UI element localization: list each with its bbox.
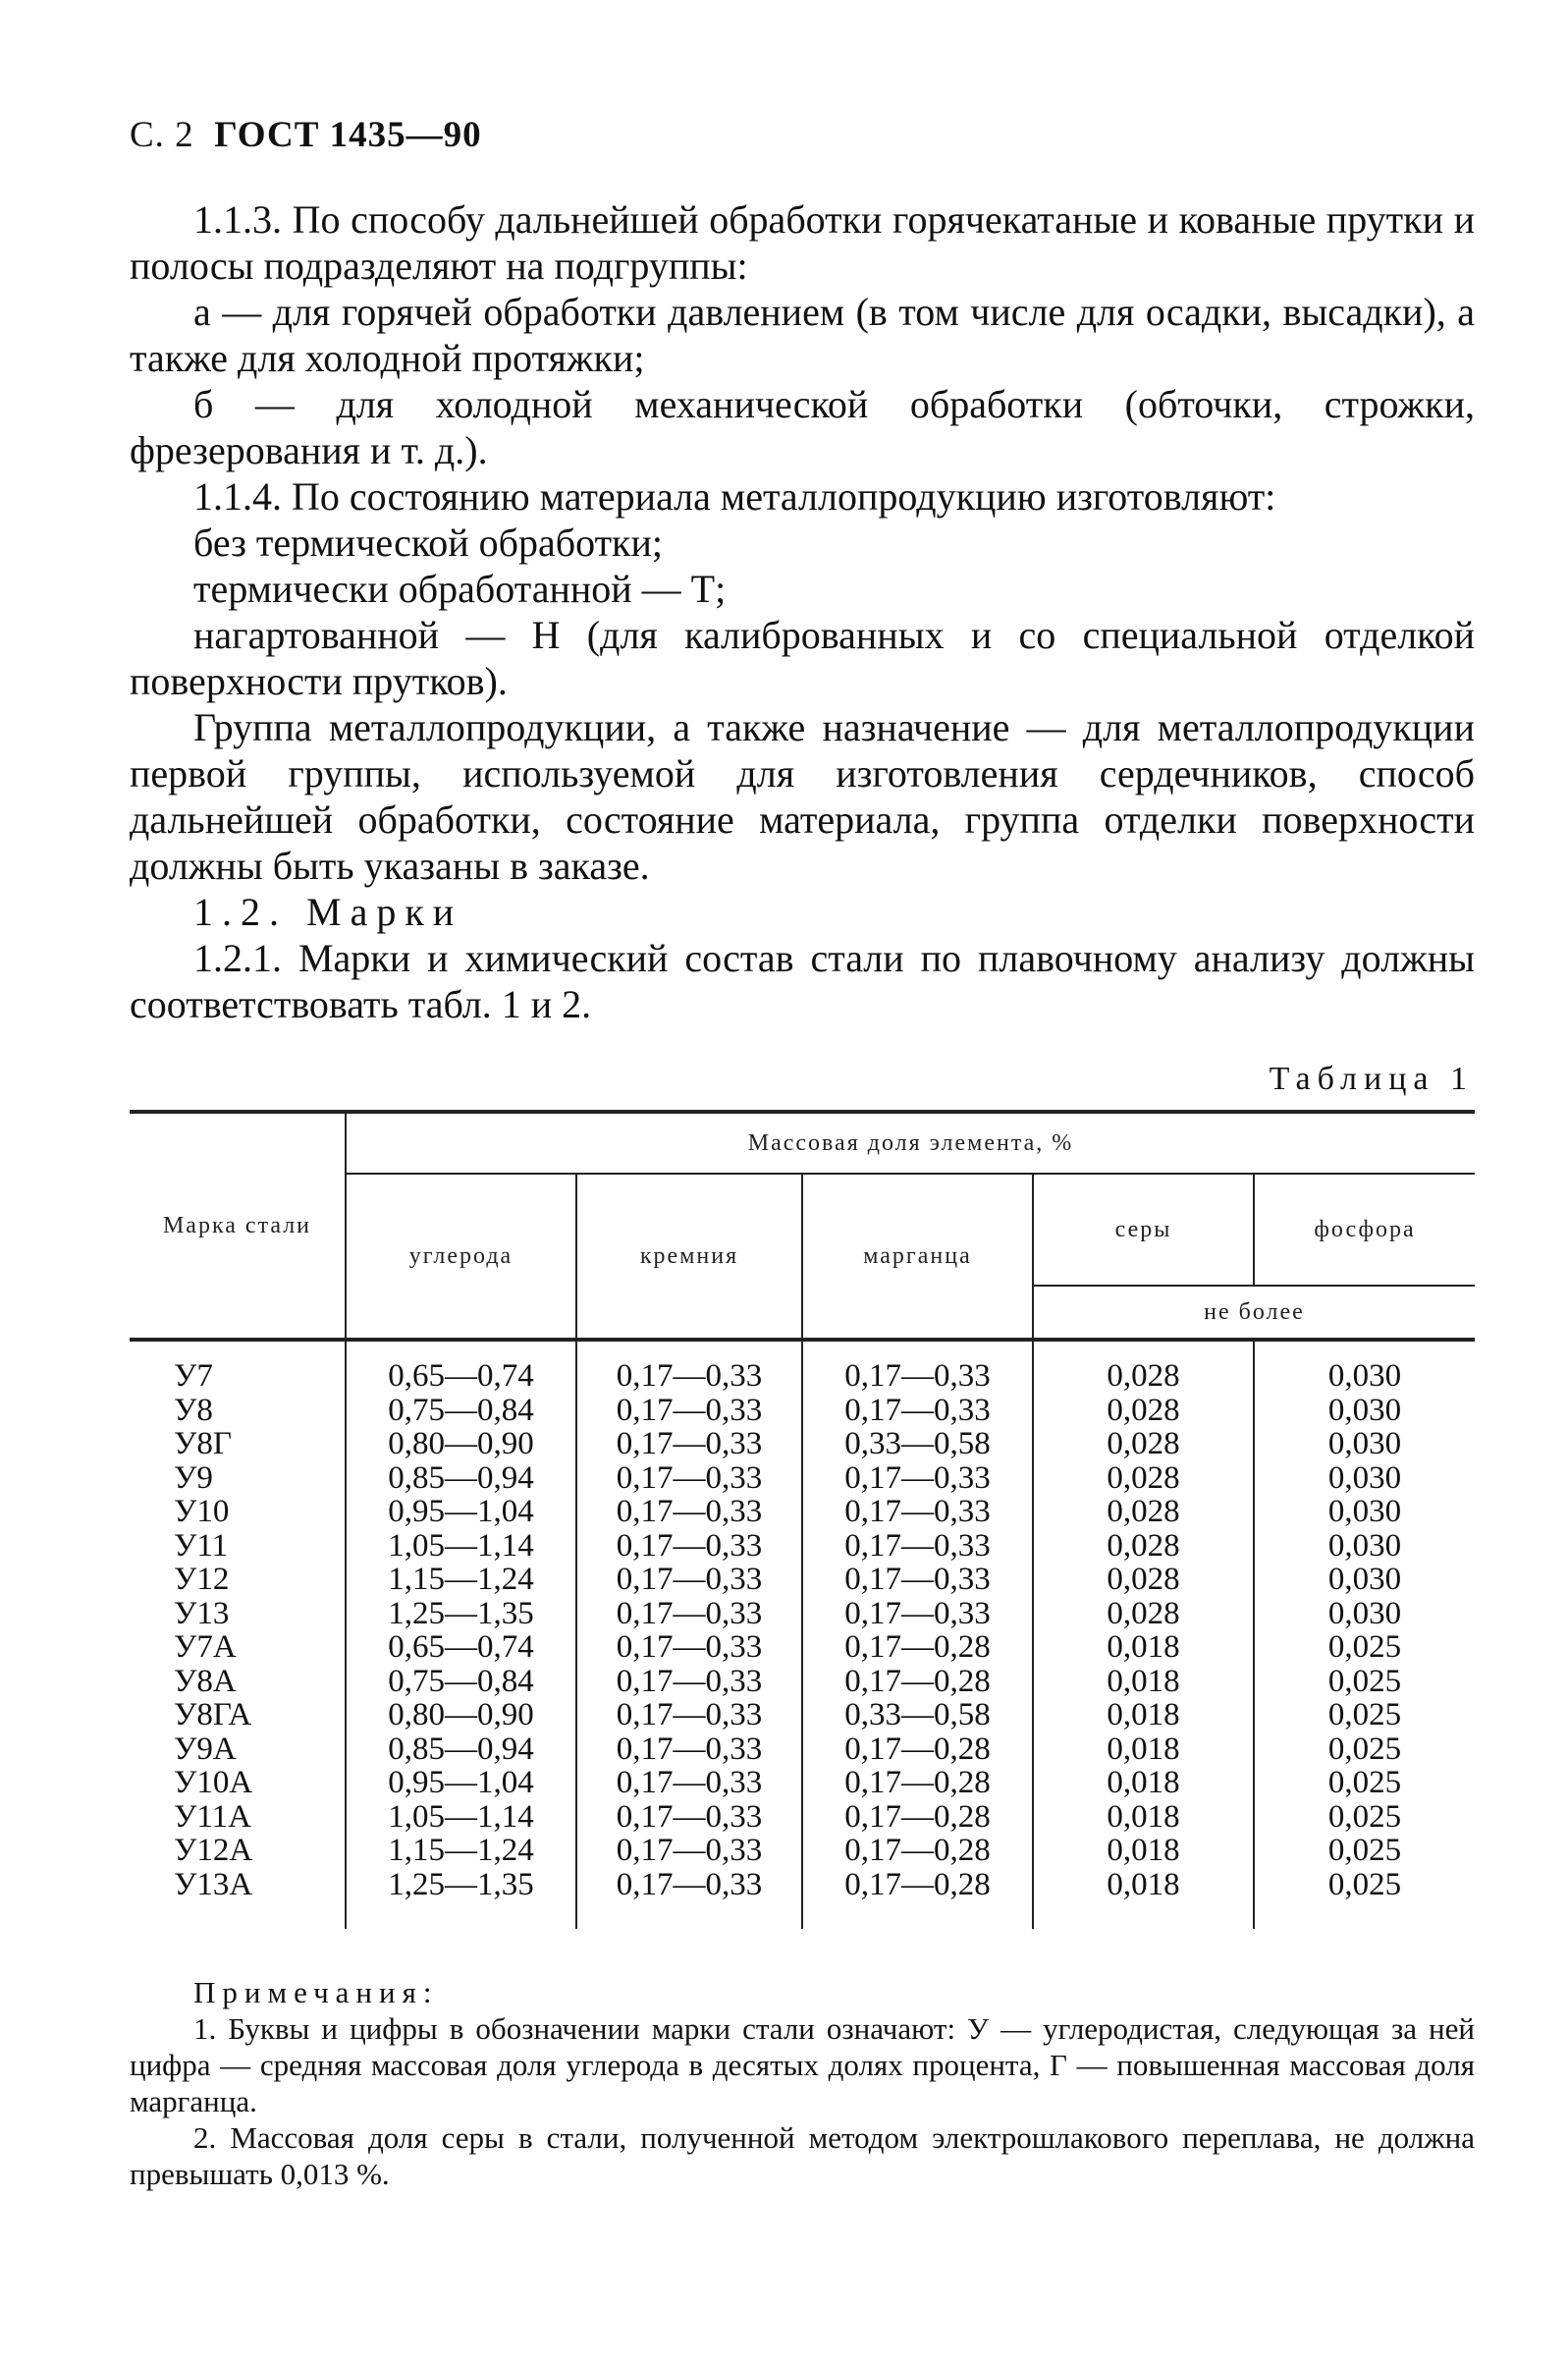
value-cell: 0,17—0,33 (576, 1597, 802, 1631)
value-cell: 0,17—0,33 (802, 1529, 1033, 1564)
table-row (130, 1340, 1475, 1394)
value-cell: 0,95—1,04 (346, 1495, 576, 1529)
header-silicon: кремния (576, 1174, 802, 1340)
table-body (130, 1340, 1475, 1929)
value-cell: 0,025 (1254, 1698, 1475, 1732)
value-cell: 0,17—0,33 (802, 1394, 1033, 1428)
value-cell: 0,030 (1254, 1427, 1475, 1461)
grade-cell: У12А (174, 1833, 253, 1868)
value-cell: 0,33—0,58 (802, 1698, 1033, 1732)
value-cell: 0,028 (1033, 1597, 1254, 1631)
value-cell: 0,17—0,28 (802, 1665, 1033, 1699)
table-row (130, 1630, 1475, 1665)
value-cell: 0,018 (1033, 1665, 1254, 1699)
value-cell: 0,75—0,84 (346, 1394, 576, 1428)
body-text (130, 196, 1475, 1027)
value-cell: 0,17—0,33 (576, 1732, 802, 1767)
value-cell: 0,17—0,33 (576, 1529, 802, 1564)
value-cell: 0,025 (1254, 1834, 1475, 1868)
value-cell: 0,025 (1254, 1868, 1475, 1930)
value-cell: 0,17—0,33 (576, 1427, 802, 1461)
value-cell: 0,17—0,28 (802, 1630, 1033, 1665)
value-cell: 0,018 (1033, 1868, 1254, 1930)
value-cell: 0,030 (1254, 1461, 1475, 1496)
value-cell: 0,17—0,33 (576, 1495, 802, 1529)
table-row (130, 1665, 1475, 1699)
value-cell: 0,17—0,33 (576, 1868, 802, 1930)
note-1: 1. Буквы и цифры в обозначении марки стали означают: У — углеродистая, следующая за ней цифра — средняя массовая доля углерода в десятых долях процента, Г — повышенная массовая доля марганца. (130, 2011, 1475, 2118)
page-number: С. 2 (130, 115, 194, 155)
grade-cell: У7А (174, 1629, 237, 1665)
value-cell: 0,025 (1254, 1630, 1475, 1665)
value-cell: 0,80—0,90 (346, 1698, 576, 1732)
value-cell: 0,17—0,28 (802, 1800, 1033, 1835)
value-cell: 0,028 (1033, 1529, 1254, 1564)
value-cell: 1,05—1,14 (346, 1529, 576, 1564)
value-cell: 1,05—1,14 (346, 1800, 576, 1835)
value-cell: 0,018 (1033, 1732, 1254, 1767)
table-row (130, 1394, 1475, 1428)
grade-cell: У9А (174, 1730, 237, 1767)
table-row (130, 1868, 1475, 1930)
value-cell: 0,018 (1033, 1630, 1254, 1665)
value-cell: 0,85—0,94 (346, 1732, 576, 1767)
header-no-more-than: не более (1033, 1286, 1475, 1340)
value-cell: 0,018 (1033, 1698, 1254, 1732)
table-row (130, 1732, 1475, 1767)
value-cell: 0,17—0,33 (802, 1597, 1033, 1631)
paragraph-1-2-1: 1.2.1. Марки и химический состав стали по плавочному анализу должны соответствовать табл. 1 и 2. (130, 936, 1475, 1026)
notes (130, 1974, 1475, 2192)
value-cell: 0,028 (1033, 1461, 1254, 1496)
note-2: 2. Массовая доля серы в стали, полученной методом электрошлакового переплава, не должна превышать 0,013 %. (130, 2120, 1475, 2191)
value-cell: 0,018 (1033, 1800, 1254, 1835)
value-cell: 0,025 (1254, 1800, 1475, 1835)
value-cell: 0,17—0,33 (802, 1563, 1033, 1597)
paragraph-1-1-4: 1.1.4. По состоянию материала металлопродукцию изготовляют: (193, 474, 1276, 519)
value-cell: 0,33—0,58 (802, 1427, 1033, 1461)
value-cell: 0,025 (1254, 1665, 1475, 1699)
paragraph-state-2: термически обработанной — Т; (193, 567, 727, 611)
value-cell: 0,030 (1254, 1529, 1475, 1564)
grade-cell: У13 (174, 1595, 230, 1631)
grade-cell: У11А (174, 1798, 251, 1835)
grade-cell: У10А (174, 1765, 253, 1800)
table-row (130, 1461, 1475, 1496)
value-cell: 0,75—0,84 (346, 1665, 576, 1699)
grade-cell: У11 (174, 1527, 229, 1564)
header-phosphorus: фосфора (1254, 1174, 1475, 1286)
table-row (130, 1698, 1475, 1732)
steel-composition-table (130, 1110, 1475, 1929)
value-cell: 0,028 (1033, 1427, 1254, 1461)
grade-cell: У10 (174, 1494, 230, 1529)
value-cell: 0,17—0,28 (802, 1766, 1033, 1800)
value-cell: 0,85—0,94 (346, 1461, 576, 1496)
table-row (130, 1834, 1475, 1868)
table-row (130, 1563, 1475, 1597)
notes-title: Примечания: (193, 1975, 439, 2009)
value-cell: 1,15—1,24 (346, 1563, 576, 1597)
standard-code: ГОСТ 1435—90 (214, 115, 482, 155)
value-cell: 0,17—0,33 (576, 1461, 802, 1496)
value-cell: 0,80—0,90 (346, 1427, 576, 1461)
value-cell: 0,17—0,33 (802, 1495, 1033, 1529)
value-cell: 1,25—1,35 (346, 1597, 576, 1631)
grade-cell: У8А (174, 1663, 237, 1699)
value-cell: 0,65—0,74 (346, 1340, 576, 1394)
table-caption: Таблица 1 (1269, 1061, 1474, 1097)
page-header (130, 114, 482, 156)
value-cell: 0,018 (1033, 1834, 1254, 1868)
header-mass-fraction: Массовая доля элемента, % (346, 1112, 1475, 1174)
grade-cell: У8ГА (174, 1697, 252, 1732)
value-cell: 0,030 (1254, 1394, 1475, 1428)
section-1-2-heading: 1.2. Марки (193, 890, 463, 934)
value-cell: 0,028 (1033, 1394, 1254, 1428)
value-cell: 0,95—1,04 (346, 1766, 576, 1800)
value-cell: 0,17—0,33 (576, 1665, 802, 1699)
value-cell: 0,17—0,33 (802, 1461, 1033, 1496)
value-cell: 0,17—0,33 (576, 1340, 802, 1394)
value-cell: 0,17—0,33 (802, 1340, 1033, 1394)
value-cell: 0,030 (1254, 1563, 1475, 1597)
value-cell: 0,028 (1033, 1340, 1254, 1394)
value-cell: 0,17—0,28 (802, 1732, 1033, 1767)
paragraph-subgroup-a: а — для горячей обработки давлением (в том числе для осадки, высадки), а также для холодной протяжки; (130, 290, 1475, 380)
table-header-row-1 (130, 1112, 1475, 1174)
table-row (130, 1800, 1475, 1835)
paragraph-state-1: без термической обработки; (193, 521, 664, 565)
header-manganese: марганца (802, 1174, 1033, 1340)
paragraph-state-3: нагартованной — Н (для калиброванных и со специальной отделкой поверхности прутков). (130, 613, 1475, 703)
grade-cell: У7 (174, 1358, 213, 1394)
grade-cell: У8Г (174, 1426, 232, 1461)
paragraph-order-requirements: Группа металлопродукции, а также назначение — для металлопродукции первой группы, используемой для изготовления сердечников, способ дальнейшей обработки, состояние материала, группа отделки поверхности должны быть указаны в заказе. (130, 705, 1475, 888)
value-cell: 0,018 (1033, 1766, 1254, 1800)
value-cell: 0,030 (1254, 1340, 1475, 1394)
value-cell: 0,17—0,33 (576, 1630, 802, 1665)
grade-cell: У9 (174, 1459, 213, 1496)
value-cell: 0,17—0,33 (576, 1563, 802, 1597)
value-cell: 0,17—0,33 (576, 1834, 802, 1868)
value-cell: 0,030 (1254, 1597, 1475, 1631)
value-cell: 1,15—1,24 (346, 1834, 576, 1868)
paragraph-subgroup-b: б — для холодной механической обработки (обточки, строжки, фрезерования и т. д.). (130, 382, 1475, 472)
value-cell: 0,025 (1254, 1732, 1475, 1767)
value-cell: 1,25—1,35 (346, 1868, 576, 1930)
grade-cell: У12 (174, 1562, 230, 1597)
value-cell: 0,17—0,28 (802, 1868, 1033, 1930)
table-row (130, 1529, 1475, 1564)
paragraph-1-1-3: 1.1.3. По способу дальнейшей обработки горячекатаные и кованые прутки и полосы подразделяют на подгруппы: (130, 197, 1475, 288)
table-row (130, 1766, 1475, 1800)
value-cell: 0,028 (1033, 1563, 1254, 1597)
value-cell: 0,65—0,74 (346, 1630, 576, 1665)
grade-cell: У13А (174, 1866, 253, 1902)
value-cell: 0,17—0,33 (576, 1766, 802, 1800)
table-row (130, 1597, 1475, 1631)
value-cell: 0,17—0,33 (576, 1800, 802, 1835)
table-row (130, 1495, 1475, 1529)
value-cell: 0,17—0,33 (576, 1698, 802, 1732)
header-carbon: углерода (346, 1174, 576, 1340)
table-row (130, 1427, 1475, 1461)
value-cell: 0,030 (1254, 1495, 1475, 1529)
value-cell: 0,028 (1033, 1495, 1254, 1529)
value-cell: 0,17—0,33 (576, 1394, 802, 1428)
value-cell: 0,17—0,28 (802, 1834, 1033, 1868)
grade-cell: У8 (174, 1392, 213, 1428)
header-grade: Марка стали (130, 1112, 346, 1340)
header-sulfur: серы (1033, 1174, 1254, 1286)
value-cell: 0,025 (1254, 1766, 1475, 1800)
